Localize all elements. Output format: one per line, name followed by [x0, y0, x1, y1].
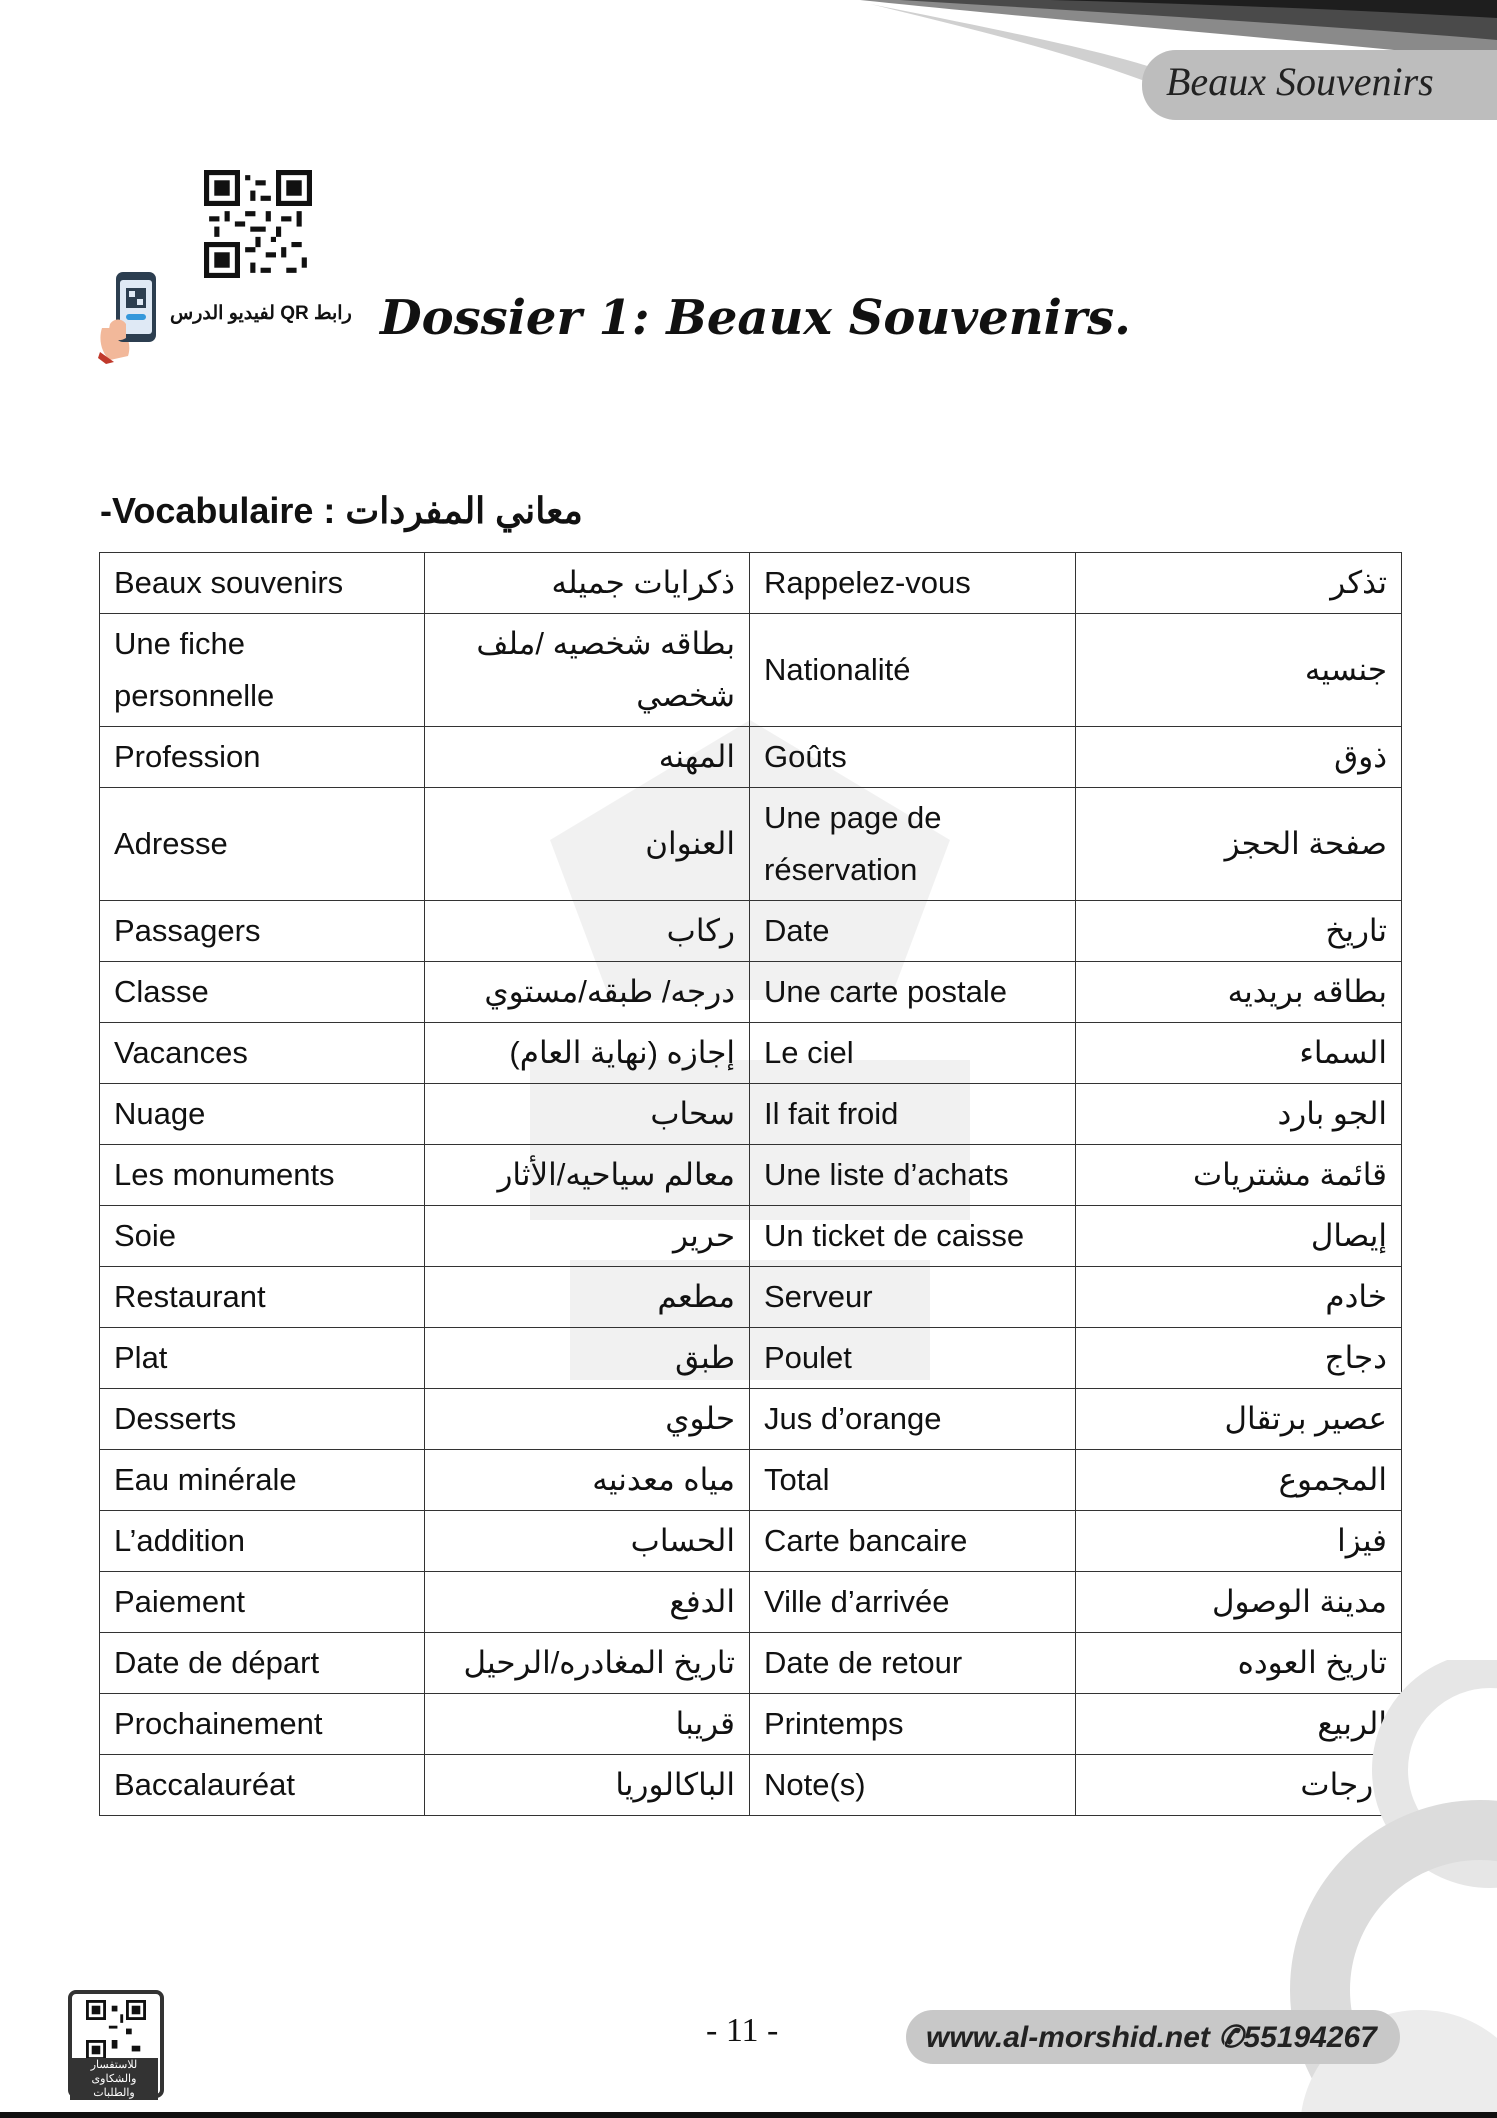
- table-cell-fr: Passagers: [100, 901, 425, 962]
- table-cell-fr: Le ciel: [750, 1023, 1076, 1084]
- header-title: Beaux Souvenirs: [1166, 59, 1434, 104]
- table-cell-fr: Serveur: [750, 1267, 1076, 1328]
- vocabulary-heading-fr: -Vocabulaire :: [100, 490, 346, 531]
- table-row: [100, 1755, 1402, 1816]
- table-cell-ar: مطعم: [425, 1267, 750, 1328]
- table-cell-fr: Total: [750, 1450, 1076, 1511]
- table-cell-ar: درجات: [1076, 1755, 1402, 1816]
- table-cell-ar: الدفع: [425, 1572, 750, 1633]
- table-cell-ar: العنوان: [425, 788, 750, 901]
- table-cell-fr: Rappelez-vous: [750, 553, 1076, 614]
- table-cell-fr: Ville d’arrivée: [750, 1572, 1076, 1633]
- footer-qr-caption: للاستفسار والشكاوى والطلبات: [70, 2058, 158, 2100]
- table-row: [100, 1389, 1402, 1450]
- table-row: [100, 727, 1402, 788]
- table-cell-fr: Il fait froid: [750, 1084, 1076, 1145]
- vocabulary-heading-ar: معاني المفردات: [345, 490, 583, 531]
- table-cell-ar: درجه/ طبقه/مستوي: [425, 962, 750, 1023]
- table-row: [100, 1633, 1402, 1694]
- table-cell-ar: خادم: [1076, 1267, 1402, 1328]
- table-cell-fr: Jus d’orange: [750, 1389, 1076, 1450]
- table-cell-ar: إيصال: [1076, 1206, 1402, 1267]
- table-row: [100, 1206, 1402, 1267]
- qr-code-icon[interactable]: [204, 170, 312, 278]
- table-cell-fr: Note(s): [750, 1755, 1076, 1816]
- table-row: [100, 1145, 1402, 1206]
- table-cell-fr: Desserts: [100, 1389, 425, 1450]
- table-cell-ar: مدينة الوصول: [1076, 1572, 1402, 1633]
- table-cell-fr: Eau minérale: [100, 1450, 425, 1511]
- table-cell-ar: إجازه (نهاية العام): [425, 1023, 750, 1084]
- table-row: [100, 614, 1402, 727]
- table-cell-fr: L’addition: [100, 1511, 425, 1572]
- table-cell-ar: معالم سياحيه/الأثار: [425, 1145, 750, 1206]
- table-cell-ar: ركاب: [425, 901, 750, 962]
- table-cell-ar: حرير: [425, 1206, 750, 1267]
- table-cell-ar: الباكالوريا: [425, 1755, 750, 1816]
- table-cell-fr: Prochainement: [100, 1694, 425, 1755]
- table-cell-fr: Date: [750, 901, 1076, 962]
- table-cell-fr: Restaurant: [100, 1267, 425, 1328]
- table-cell-fr: Printemps: [750, 1694, 1076, 1755]
- table-cell-ar: المهنه: [425, 727, 750, 788]
- table-row: [100, 1084, 1402, 1145]
- table-cell-fr: Un ticket de caisse: [750, 1206, 1076, 1267]
- table-cell-ar: المجموع: [1076, 1450, 1402, 1511]
- table-cell-ar: عصير برتقال: [1076, 1389, 1402, 1450]
- table-cell-fr: Vacances: [100, 1023, 425, 1084]
- table-cell-ar: بطاقه شخصيه /ملف شخصي: [425, 614, 750, 727]
- table-cell-ar: الحساب: [425, 1511, 750, 1572]
- table-row: [100, 1023, 1402, 1084]
- table-cell-fr: Beaux souvenirs: [100, 553, 425, 614]
- table-cell-ar: السماء: [1076, 1023, 1402, 1084]
- table-cell-fr: Nationalité: [750, 614, 1076, 727]
- table-row: [100, 1450, 1402, 1511]
- table-cell-ar: الربيع: [1076, 1694, 1402, 1755]
- table-cell-ar: دجاج: [1076, 1328, 1402, 1389]
- table-cell-ar: جنسيه: [1076, 614, 1402, 727]
- table-cell-fr: Date de départ: [100, 1633, 425, 1694]
- table-cell-ar: تاريخ العوده: [1076, 1633, 1402, 1694]
- table-cell-ar: ذوق: [1076, 727, 1402, 788]
- table-row: [100, 1694, 1402, 1755]
- table-cell-fr: Baccalauréat: [100, 1755, 425, 1816]
- qr-caption: رابط QR لفيديو الدرس: [170, 303, 352, 324]
- table-cell-ar: سحاب: [425, 1084, 750, 1145]
- table-cell-ar: ذكرايات جميله: [425, 553, 750, 614]
- footer-website-link[interactable]: www.al-morshid.net ✆55194267: [926, 2021, 1377, 2054]
- table-row: [100, 962, 1402, 1023]
- table-row: [100, 1328, 1402, 1389]
- table-cell-fr: Adresse: [100, 788, 425, 901]
- table-cell-fr: Profession: [100, 727, 425, 788]
- table-cell-fr: Poulet: [750, 1328, 1076, 1389]
- footer-qr-code-icon: [86, 2000, 146, 2060]
- table-row: [100, 1267, 1402, 1328]
- table-cell-ar: بطاقه بريديه: [1076, 962, 1402, 1023]
- table-cell-fr: Les monuments: [100, 1145, 425, 1206]
- vocabulary-table: [99, 552, 1402, 1816]
- table-row: [100, 901, 1402, 962]
- table-cell-fr: Paiement: [100, 1572, 425, 1633]
- table-cell-ar: فيزا: [1076, 1511, 1402, 1572]
- table-cell-fr: Une page de réservation: [750, 788, 1076, 901]
- table-cell-fr: Une liste d’achats: [750, 1145, 1076, 1206]
- table-row: [100, 1572, 1402, 1633]
- table-cell-fr: Plat: [100, 1328, 425, 1389]
- bottom-divider: [0, 2112, 1497, 2118]
- table-cell-ar: حلوي: [425, 1389, 750, 1450]
- table-cell-fr: Une carte postale: [750, 962, 1076, 1023]
- vocabulary-heading: [100, 490, 583, 532]
- table-cell-ar: مياه معدنيه: [425, 1450, 750, 1511]
- table-cell-ar: صفحة الحجز: [1076, 788, 1402, 901]
- page-number: - 11 -: [706, 2012, 779, 2049]
- table-cell-ar: تذكر: [1076, 553, 1402, 614]
- table-cell-ar: قريبا: [425, 1694, 750, 1755]
- table-cell-fr: Carte bancaire: [750, 1511, 1076, 1572]
- table-cell-fr: Soie: [100, 1206, 425, 1267]
- table-row: [100, 1511, 1402, 1572]
- table-cell-fr: Classe: [100, 962, 425, 1023]
- table-cell-ar: تاريخ المغادره/الرحيل: [425, 1633, 750, 1694]
- table-cell-fr: Une fiche personnelle: [100, 614, 425, 727]
- table-cell-ar: قائمة مشتريات: [1076, 1145, 1402, 1206]
- table-row: [100, 553, 1402, 614]
- table-cell-ar: طبق: [425, 1328, 750, 1389]
- dossier-title: Dossier 1: Beaux Souvenirs.: [380, 290, 1131, 346]
- table-cell-fr: Goûts: [750, 727, 1076, 788]
- table-cell-fr: Nuage: [100, 1084, 425, 1145]
- table-cell-ar: الجو بارد: [1076, 1084, 1402, 1145]
- phone-hand-icon: [96, 268, 168, 364]
- table-row: [100, 788, 1402, 901]
- table-cell-ar: تاريخ: [1076, 901, 1402, 962]
- table-cell-fr: Date de retour: [750, 1633, 1076, 1694]
